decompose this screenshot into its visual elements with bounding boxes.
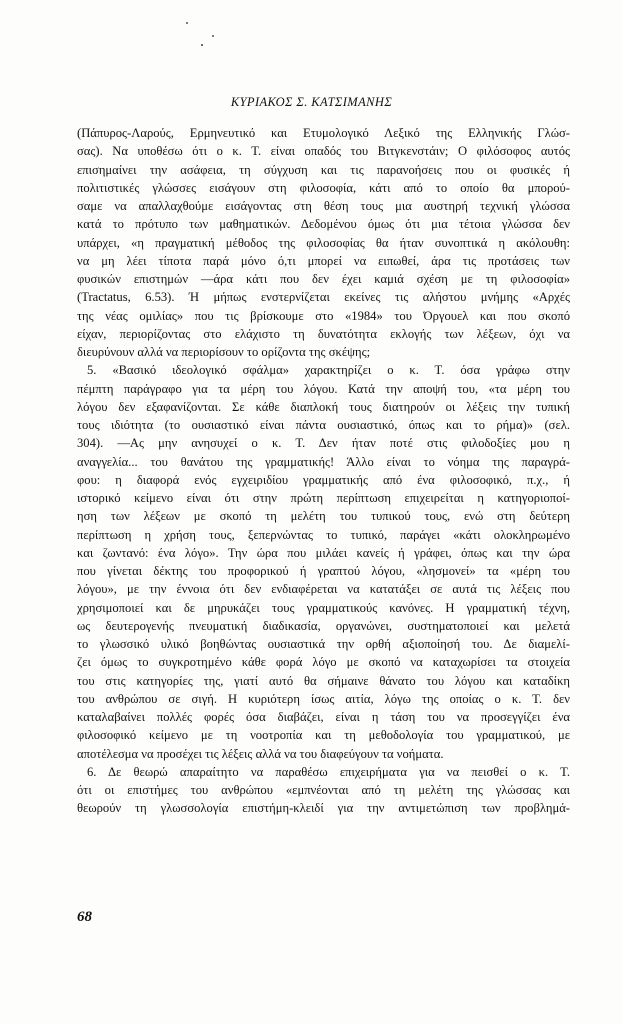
text-line: φιλοσοφικό κείμενο με τη νοοτροπία και τη μεθοδολογία του γραμματικού, με — [77, 728, 570, 743]
text-line: διευρύνουν αλλά να περιορίσουν το ορίζοντα της σκέψης; — [77, 345, 371, 359]
text-line: ιστορικό κείμενο είναι ότι στην πρώτη περίπτωση επιχειρείται η κατηγοριοποί- — [77, 491, 570, 505]
text-line: (Tractatus, 6.53). Ή μήπως ενστερνίζεται εκείνες τις αλήστου μνήμης «Αρχές — [77, 290, 570, 305]
text-line: τους ιδιότητα (το ουσιαστικό είναι πάντα ουσιαστικό, όπως και το ρήμα)» (σελ. — [77, 418, 570, 432]
text-line: χρησιμοποιεί και δε μηρυκάζει τους γραμματικούς κανόνες. Η γραμματική τέχνη, — [77, 600, 570, 615]
running-header: ΚΥΡΙΑΚΟΣ Σ. ΚΑΤΣΙΜΑΝΗΣ — [230, 95, 393, 109]
text-line: λόγου δεν εξαφανίζονται. Σε κάθε διαπλοκή τους διατηρούν οι λέξεις την τυπική — [77, 399, 570, 414]
text-line: είχαν, περιορίζοντας στο ελάχιστο τη δυνατότητα εκλογής των λέξεων, όχι να — [77, 326, 570, 341]
text-line: αναγγελία... του θανάτου της γραμματικής! Άλλο είναι το νόημα της παραγρά- — [77, 454, 570, 469]
body-text — [77, 124, 570, 818]
text-line: (Πάπυρος-Λαρούς, Ερμηνευτικό και Ετυμολογικό Λεξικό της Ελληνικής Γλώσ- — [77, 126, 570, 140]
text-line: ζει όμως το συγκροτημένο κάθε φορά λόγο με σκοπό να καταχωρίσει τα στοιχεία — [77, 655, 570, 670]
text-line: της νέας ομιλίας» που τις βρίσκουμε στο «1984» του Όργουελ και που σκοπό — [77, 308, 570, 323]
text-line: 5. «Βασικό ιδεολογικό σφάλμα» χαρακτηρίζει ο κ. Τ. όσα γράφω στην — [87, 363, 570, 378]
text-line: επισημαίνει την ασάφεια, τη σύγχυση και τις παρανοήσεις που οι φυσικές ή — [77, 162, 570, 177]
text-line: σαμε να απαλλαχθούμε εισάγοντας στη θέση τους μια αυστηρή τεχνική γλώσσα — [77, 199, 570, 213]
text-line: σας). Να υποθέσω ότι ο κ. Τ. είναι οπαδός του Βιτγκενστάιν; Ο φιλόσοφος αυτός — [77, 144, 570, 159]
text-line: θεωρούν τη γλωσσολογία επιστήμη-κλειδί για την αντιμετώπιση των προβλημά- — [77, 801, 570, 816]
text-line: κατά το πρότυπο των μαθηματικών. Δεδομένου όμως ότι μια τέτοια γλώσσα δεν — [77, 217, 570, 232]
text-line: καταλαβαίνει πολλές φορές όσα διαβάζει, είναι η τάση του να προσεγγίζει ένα — [77, 710, 570, 724]
text-line: το γλωσσικό υλικό βοηθώντας ουσιαστικά την ορθή αξιοποίησή του. Δε διαμελί- — [77, 637, 570, 651]
text-line: πέμπτη παράγραφο για τα μέρη του λόγου. Κατά την αποψή του, «τα μέρη του — [77, 381, 570, 396]
text-line: 304). —Ας μην ανησυχεί ο κ. Τ. Δεν ήταν ποτέ στις φιλοδοξίες μου η — [77, 436, 570, 451]
text-line: 6. Δε θεωρώ απαραίτητο να παραθέσω επιχειρήματα για να πεισθεί ο κ. Τ. — [87, 764, 570, 779]
text-line: λόγου», με την έννοια ότι δεν ενδιαφέρεται να κατατάξει σε αυτά τις λέξεις που — [77, 582, 570, 597]
page-number: 68 — [77, 909, 92, 925]
text-line: φου: η διαφορά ενός εγχειριδίου γραμματικής από ένα φιλοσοφικό, π.χ., ή — [77, 472, 570, 487]
text-line: ότι οι επιστήμες του ανθρώπου «εμπνέονται από τη μελέτη της γλώσσας και — [77, 783, 570, 797]
text-line: του ανθρώπου σε σιγή. Η κυριότερη ίσως αιτία, λόγω της οποίας ο κ. Τ. δεν — [77, 691, 570, 706]
text-line: ως δευτερογενής πνευματική διαδικασία, οργανώνει, συστηματοποιεί και μελετά — [77, 618, 570, 633]
text-line: ηση των λέξεων με σκοπό τη μελέτη του τυπικού τους, ενώ στη δεύτερη — [77, 509, 570, 524]
text-line: αποτέλεσμα να προσέχει τις λέξεις αλλά να του διαφεύγουν τα νοήματα. — [77, 746, 444, 761]
text-line: του στις κατηγορίες της, γιατί αυτό θα σήμαινε θάνατο του λόγου και καταδίκη — [77, 673, 570, 688]
text-line: πολιτιστικές γλώσσες εισάγουν στη φιλοσοφία, κάτι από το οποίο θα μπορού- — [77, 180, 570, 195]
text-line: να μη λέει τίποτα παρά μόνο ό,τι μπορεί να ειπωθεί, άρα τις προτάσεις των — [77, 253, 570, 268]
text-line: φυσικών επιστημών —άρα κάτι που δεν έχει καμιά σχέση με τη φιλοσοφία» — [77, 272, 570, 286]
text-line: υπάρχει, «η πραγματική μέθοδος της φιλοσοφίας θα ήταν συνοπτικά η ακόλουθη: — [77, 235, 570, 250]
text-line: που γίνεται δέκτης του προφορικού ή γραπτού λόγου, «λησμονεί» τα «μέρη του — [77, 564, 570, 578]
text-line: περίπτωση η χρήση τους, ξεπερνώντας το τυπικό, παράγει «κάτι ολοκληρωμένο — [77, 527, 570, 542]
text-line: και ζωντανό: ένα λόγο». Την ώρα που μιλάει κανείς ή γράφει, όπως και την ώρα — [77, 545, 570, 560]
